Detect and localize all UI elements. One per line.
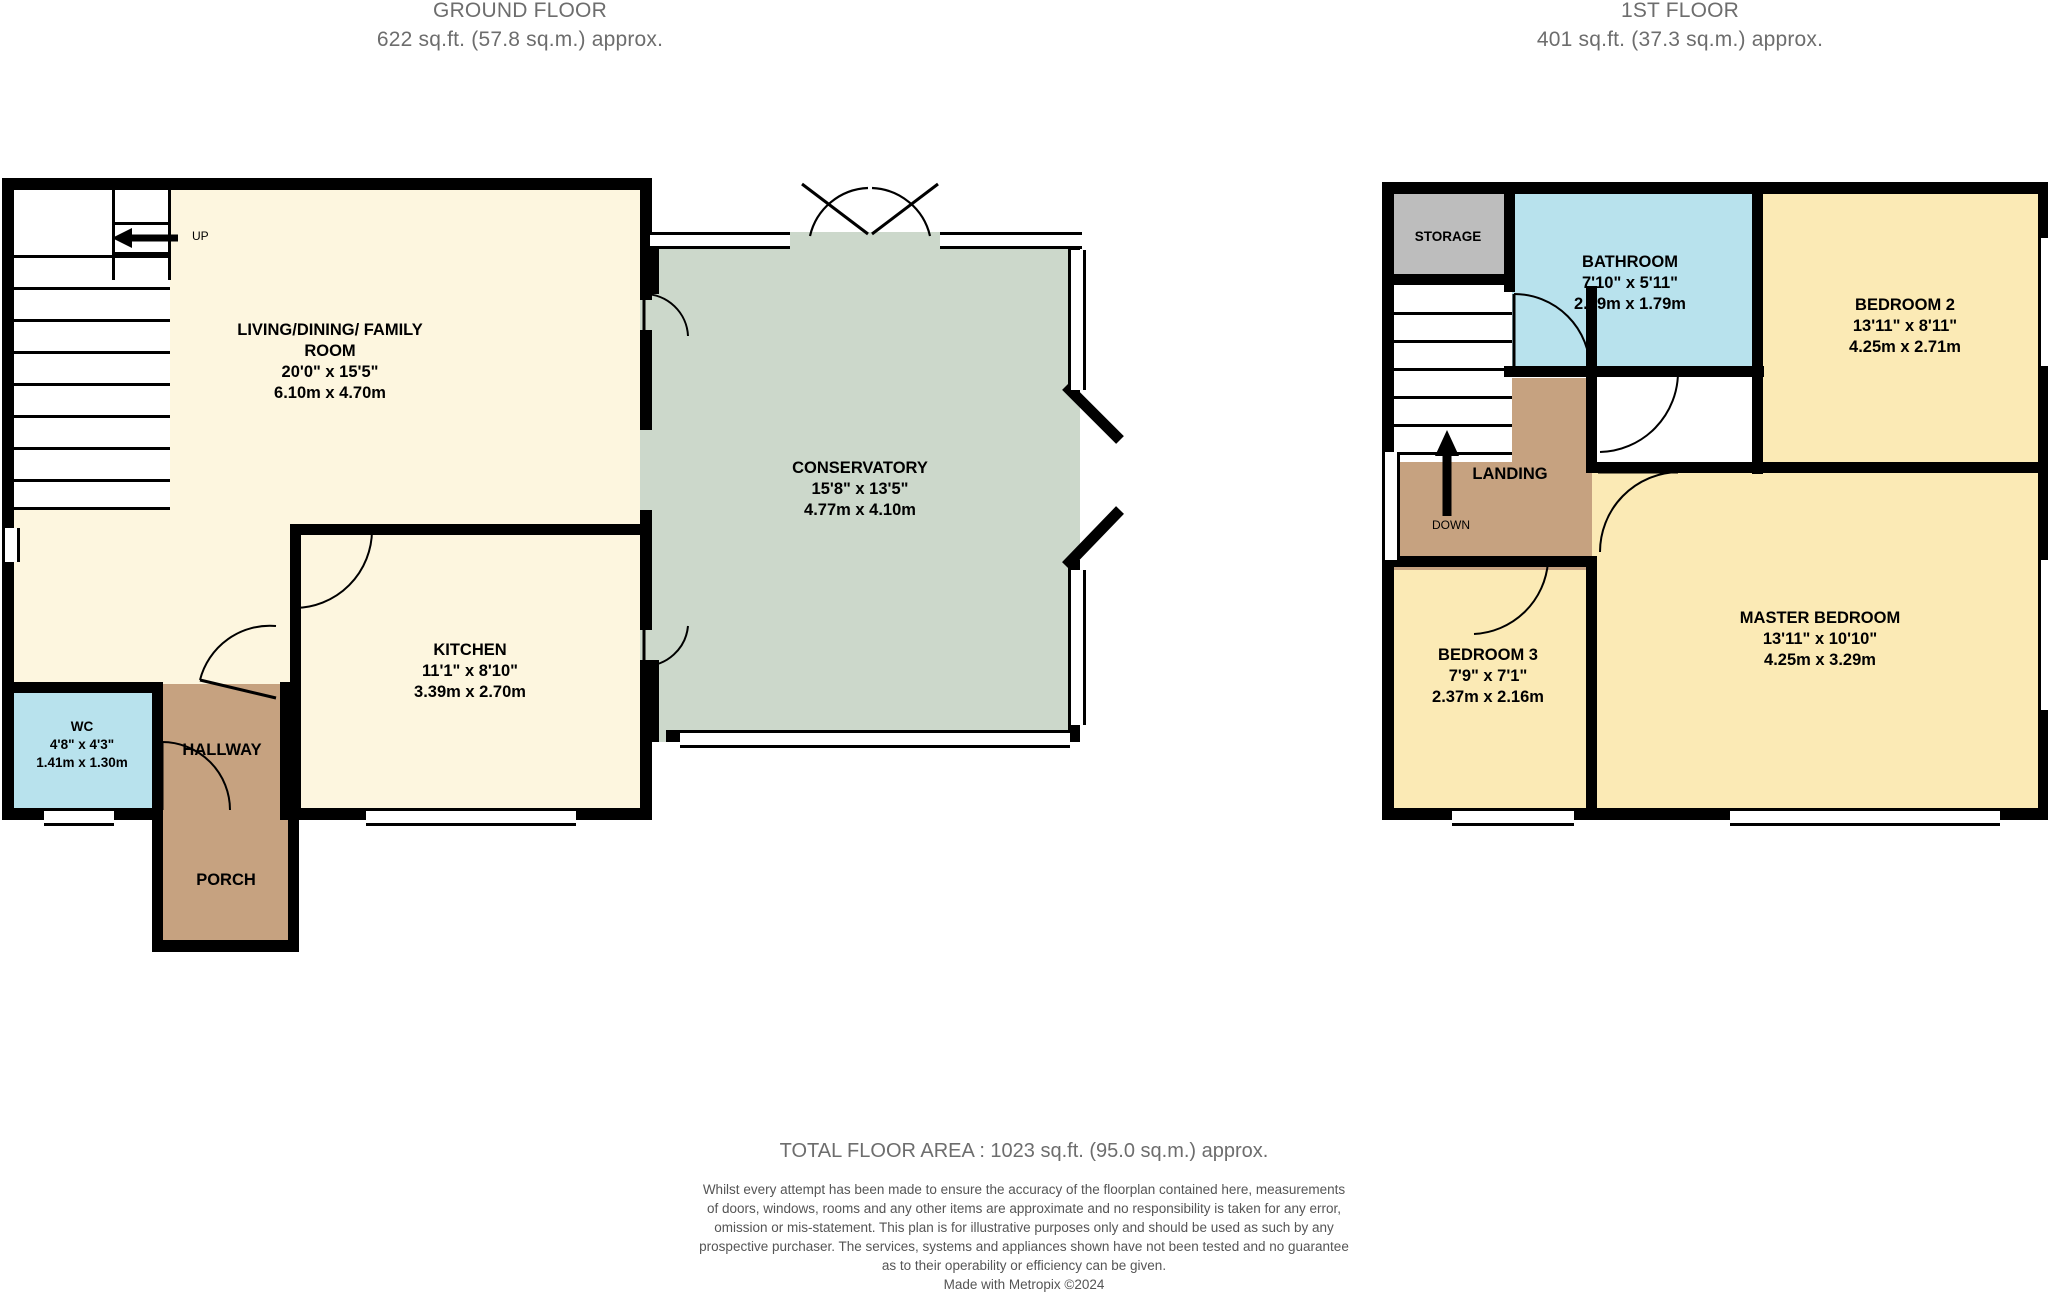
wall-wc-top xyxy=(2,682,162,693)
kitchen-name: KITCHEN xyxy=(433,641,507,659)
master-dim-imperial: 13'11" x 10'10" xyxy=(1762,630,1878,648)
bedroom-3-label xyxy=(1386,645,1590,708)
landing-label xyxy=(1410,464,1610,485)
up-label: UP xyxy=(192,229,209,243)
stair-tread xyxy=(14,255,170,258)
down-label: DOWN xyxy=(1432,518,1470,532)
disclaimer-line: as to their operability or efficiency can be given. xyxy=(881,1258,1167,1273)
hallway-name: HALLWAY xyxy=(182,741,262,759)
stair-tread xyxy=(14,447,170,450)
stair-tread-first xyxy=(1392,424,1512,427)
conservatory-double-door-arc xyxy=(800,182,940,238)
first-floor-area-text: 401 sq.ft. (37.3 sq.m.) approx. xyxy=(1536,28,1824,51)
window-conservatory-top-right xyxy=(940,232,1082,249)
door-arc-kitchen xyxy=(292,528,378,614)
wc-dim-imperial: 4'8" x 4'3" xyxy=(49,737,115,752)
wall-ground-left xyxy=(2,178,14,528)
window-conservatory-top-left xyxy=(650,232,790,249)
living-room-dim-imperial: 20'0" x 15'5" xyxy=(281,363,379,381)
disclaimer-line: of doors, windows, rooms and any other items are approximate and no responsibility is taken for any error, xyxy=(706,1201,1342,1216)
stair-tread-first xyxy=(1392,368,1512,371)
bedroom2-dim-metric: 4.25m x 2.71m xyxy=(1849,338,1961,356)
living-room-name: LIVING/DINING/ FAMILY xyxy=(237,321,423,339)
conservatory-dim-metric: 4.77m x 4.10m xyxy=(804,501,916,519)
window-master-bottom xyxy=(1730,808,2000,826)
wc-dim-metric: 1.41m x 1.30m xyxy=(36,755,128,770)
door-arc-bedroom3 xyxy=(1464,558,1554,638)
kitchen-label xyxy=(260,640,680,703)
bedroom2-name: BEDROOM 2 xyxy=(1855,296,1955,314)
bathroom-name: BATHROOM xyxy=(1582,253,1678,271)
storage-label xyxy=(1380,228,1516,246)
wall-storage-bottom xyxy=(1382,274,1514,285)
bedroom3-dim-metric: 2.37m x 2.16m xyxy=(1432,688,1544,706)
wc-name: WC xyxy=(70,719,94,734)
bathroom-label xyxy=(1500,252,1760,315)
disclaimer-line: Whilst every attempt has been made to ensure the accuracy of the floorplan contained here, measurements xyxy=(702,1182,1346,1197)
ground-floor-title-text: GROUND FLOOR xyxy=(433,0,607,22)
master-bedroom-label xyxy=(1590,608,2048,671)
wall-living-right-b xyxy=(640,330,652,430)
window-kitchen-bottom xyxy=(366,808,576,826)
window-conservatory-right-upper xyxy=(1068,250,1086,390)
ground-floor-area-text: 622 sq.ft. (57.8 sq.m.) approx. xyxy=(376,28,664,51)
wall-ground-top xyxy=(2,178,650,190)
up-arrow-icon xyxy=(108,224,180,252)
total-floor-area: TOTAL FLOOR AREA : 1023 sq.ft. (95.0 sq.m.) approx. xyxy=(779,1140,1269,1162)
stair-tread xyxy=(14,479,170,482)
living-room-name2: ROOM xyxy=(304,342,356,360)
disclaimer-line: prospective purchaser. The services, systems and appliances shown have not been tested and no guarantee xyxy=(699,1239,1349,1254)
door-arc-bedroom2 xyxy=(1594,368,1684,458)
disclaimer-line: omission or mis-statement. This plan is for illustrative purposes only and should be used as such by any xyxy=(714,1220,1334,1235)
metropix-credit: Made with Metropix ©2024 xyxy=(943,1277,1105,1292)
window-wc-bottom xyxy=(44,808,114,826)
conservatory-label xyxy=(640,458,1080,521)
window-bedroom3-bottom xyxy=(1452,808,1574,826)
bedroom3-name: BEDROOM 3 xyxy=(1438,646,1538,664)
landing-name: LANDING xyxy=(1472,465,1548,483)
living-dining-family-room-label xyxy=(110,320,550,404)
bedroom-2-label xyxy=(1760,295,2048,358)
hallway-label xyxy=(112,740,332,761)
stair-tread xyxy=(14,415,170,418)
wall-porch-bottom xyxy=(152,940,299,952)
storage-name: STORAGE xyxy=(1414,229,1482,244)
stair-tread-first xyxy=(1392,396,1512,399)
stair-tread-first xyxy=(1392,340,1512,343)
master-name: MASTER BEDROOM xyxy=(1739,609,1901,627)
stair-top-edge4 xyxy=(112,252,170,255)
porch-label xyxy=(116,870,336,891)
conservatory-dim-imperial: 15'8" x 13'5" xyxy=(811,480,909,498)
bedroom2-dim-imperial: 13'11" x 8'11" xyxy=(1852,317,1958,335)
wall-first-left-upper xyxy=(1382,182,1394,462)
window-conservatory-bottom xyxy=(680,730,1070,748)
living-room-dim-metric: 6.10m x 4.70m xyxy=(274,384,386,402)
window-living-left xyxy=(2,528,20,562)
door-arc-living-conservatory-top xyxy=(640,292,692,340)
bathroom-dim-imperial: 7'10" x 5'11" xyxy=(1582,274,1678,292)
wall-first-top xyxy=(1382,182,2048,194)
disclaimer xyxy=(0,1180,2048,1294)
bedroom3-dim-imperial: 7'9" x 7'1" xyxy=(1448,667,1528,685)
kitchen-dim-metric: 3.39m x 2.70m xyxy=(414,683,526,701)
conservatory-name: CONSERVATORY xyxy=(792,459,928,477)
first-floor-title xyxy=(1400,0,1960,54)
wall-first-right-upper xyxy=(2038,182,2048,242)
window-conservatory-right-lower xyxy=(1068,570,1086,725)
ground-floor-title xyxy=(240,0,800,54)
master-dim-metric: 4.25m x 3.29m xyxy=(1764,651,1876,669)
bathroom-dim-metric: 2.39m x 1.79m xyxy=(1574,295,1686,313)
first-floor-title-text: 1ST FLOOR xyxy=(1620,0,1740,22)
stair-tread-first xyxy=(1392,312,1512,315)
kitchen-dim-imperial: 11'1" x 8'10" xyxy=(422,662,518,680)
wall-first-right-mid xyxy=(2038,380,2048,444)
window-landing-left xyxy=(1382,452,1400,560)
stair-tread xyxy=(14,287,170,290)
porch-name: PORCH xyxy=(196,871,256,889)
stair-tread xyxy=(14,507,170,510)
